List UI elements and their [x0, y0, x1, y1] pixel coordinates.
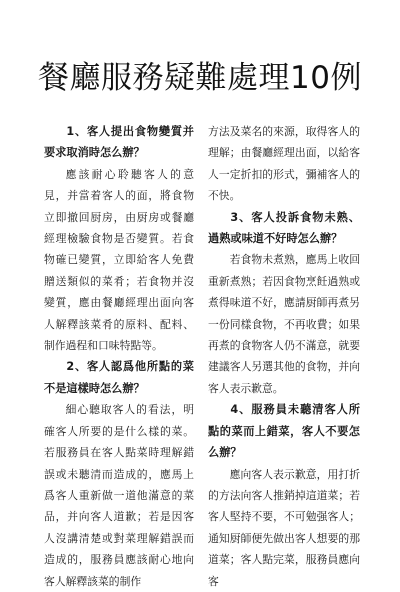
section-heading-2: 2、客人認爲他所點的菜不是這樣時怎么辦？	[44, 360, 194, 395]
left-column	[44, 121, 194, 592]
section-body-4: 應向客人表示歉意，用打折的方法向客人推銷掉這道菜；若客人堅持不要，不可勉强客人；通知厨師便先做出客人想要的那道菜；客人點完菜，服務員應向客	[208, 467, 360, 588]
section-body-3: 若食物未煮熟，應馬上收回重新煮熟；若因食物烹飪過熟或煮得味道不好，應請厨師再煮另一份同樣食物，不再收費；如果再煮的食物客人仍不滿意，就要建議客人另選其他的食物，并向客人表示歉意。	[208, 253, 360, 395]
section-body-2-continued: 方法及菜名的來源，取得客人的理解；由餐廳經理出面，以給客人一定折扣的形式，彌補客人的不快。	[208, 125, 360, 203]
section-heading-4: 4、服務員未聽清客人所點的菜而上錯菜，客人不要怎么辦？	[208, 403, 360, 460]
document-title: 餐廳服務疑難處理10例	[38, 60, 362, 96]
section-heading-3: 3、客人投訴食物未熟、過熟或味道不好時怎么辦？	[208, 210, 360, 246]
section-body-1: 應該耐心聆聽客人的意見，并當着客人的面，將食物立即撤回厨房，由厨房或餐廳經理檢驗食物是否變質。若食物確已變質，立即給客人免費贈送類似的菜肴；若食物并沒變質，應由餐廳經理出面向客人解釋該菜肴的原料、配料、制作過程和口味特點等。	[44, 167, 194, 353]
right-column	[208, 121, 360, 592]
section-body-2: 細心聽取客人的看法，明確客人所要的是什么樣的菜。若服務員在客人點菜時理解錯誤或未聽清而造成的，應馬上爲客人重新做一道他滿意的菜品，并向客人道歉；若是因客人沒講清楚或對菜理解錯誤而造成的，服務員應該耐心地向客人解釋該菜的制作	[44, 403, 194, 588]
section-heading-1: 1、客人提出食物變質并要求取消時怎么辦？	[44, 125, 194, 160]
